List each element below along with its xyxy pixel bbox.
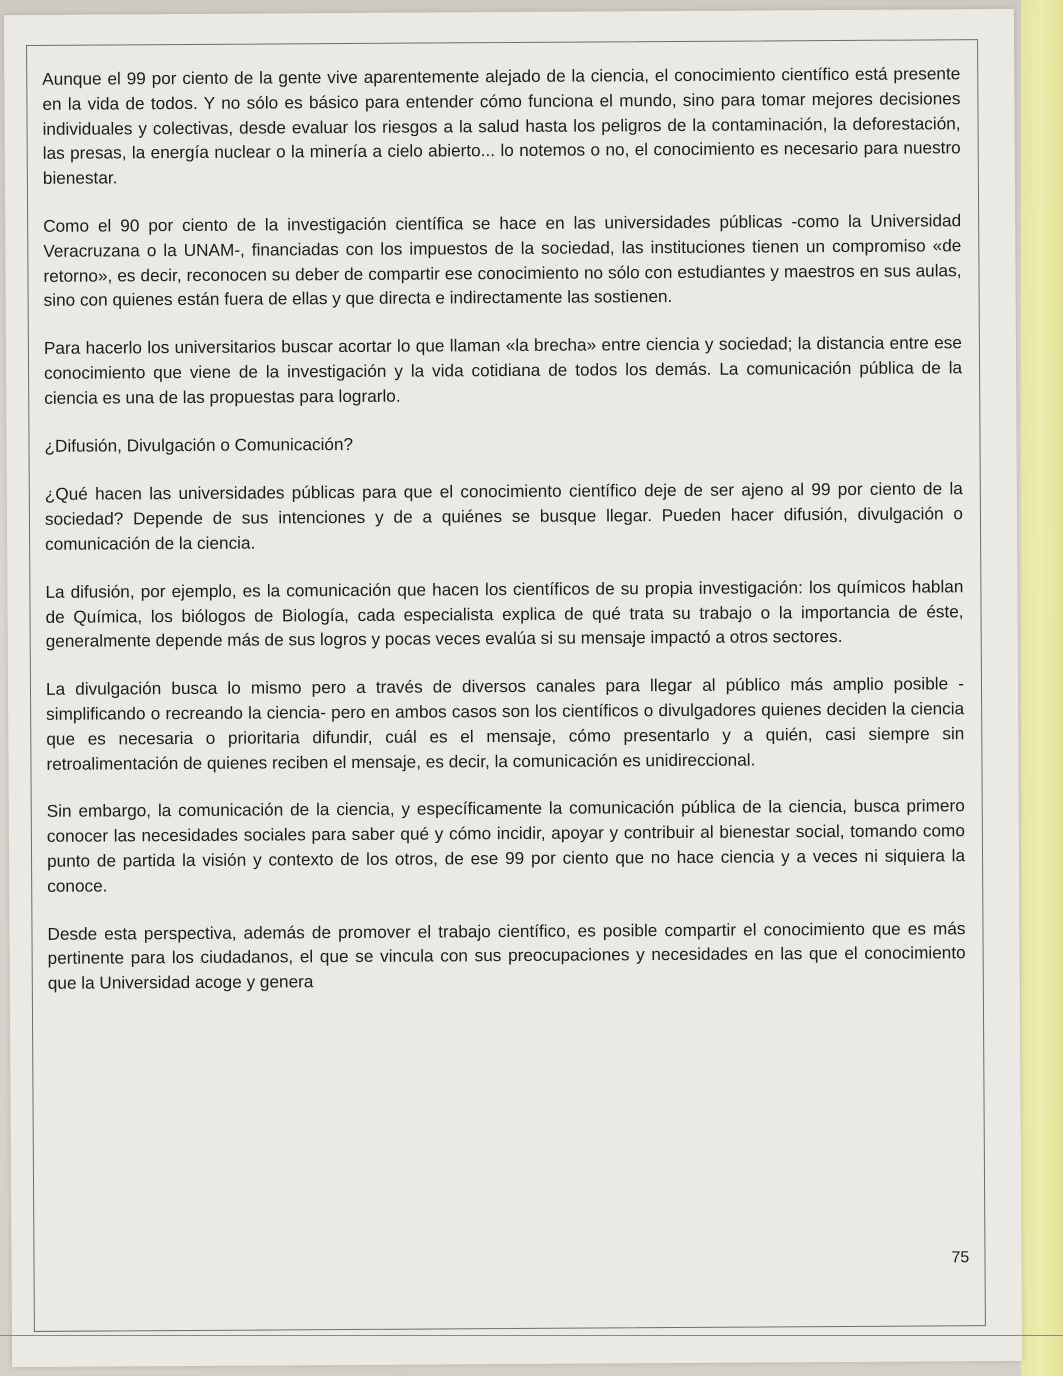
- paragraph-3: Para hacerlo los universitarios buscar acortar lo que llaman «la brecha» entre ciencia y sociedad; la distancia entre ese conocimiento que viene de la investigación y la vida cotidiana de todos los demás. La comunicación pública de la ciencia es una de las propuestas para lograrlo.: [43, 332, 963, 408]
- body-text: [42, 61, 966, 1018]
- paragraph-8: Desde esta perspectiva, además de promover el trabajo científico, es posible compartir el conocimiento que es más pertinente para los ciudadanos, el que se vincula con sus preocupaciones y necesidades en las que el conocimiento que la Universidad acoge y genera: [47, 917, 966, 993]
- paragraph-1: Aunque el 99 por ciento de la gente vive aparentemente alejado de la ciencia, el conocimiento científico está presente en la vida de todos. Y no sólo es básico para entender cómo funciona el mundo, sino para tomar mejores decisiones individuales y colectivas, desde evaluar los riesgos a la salud hasta los peligros de la contaminación, la deforestación, las presas, la energía nuclear o la minería a cielo abierto... lo notemos o no, el conocimiento es necesario para nuestro bienestar.: [42, 63, 961, 189]
- paragraph-7: Sin embargo, la comunicación de la ciencia, y específicamente la comunicación pública de la ciencia, busca primero conocer las necesidades sociales para saber qué y cómo incidir, apoyar y contribuir al bienestar social, tomando como punto de partida la visión y contexto de los otros, de ese 99 por ciento que no hace ciencia y a veces ni siquiera la conoce.: [46, 795, 966, 896]
- yellow-folder-edge: [1021, 0, 1063, 1376]
- paragraph-4: ¿Qué hacen las universidades públicas para que el conocimiento científico deje de ser ajeno al 99 por ciento de la sociedad? Depende de sus intenciones y de a quiénes se busque llegar. Pueden hacer difusión, divulgación o comunicación de la ciencia.: [44, 478, 964, 554]
- section-heading: ¿Difusión, Divulgación o Comunicación?: [44, 433, 354, 456]
- page-number: 75: [951, 1249, 970, 1267]
- paragraph-5: La difusión, por ejemplo, es la comunicación que hacen los científicos de su propia investigación: los químicos hablan de Química, los biólogos de Biología, cada especialista explica de qué trata su trabajo o la importancia de éste, generalmente depende más de sus logros y pocas veces evalúa si su mensaje impactó a otros sectores.: [45, 575, 964, 652]
- paragraph-2: Como el 90 por ciento de la investigación científica se hace en las universidades públicas -como la Universidad Veracruzana o la UNAM-, financiadas con los impuestos de la sociedad, las instituciones tienen un compromiso «de retorno», es decir, reconocen su deber de compartir ese conocimiento no sólo con estudiantes y maestros en sus aulas, sino con quienes están fuera de ellas y que directa e indirectamente las sostienen.: [43, 210, 962, 311]
- paragraph-6: La divulgación busca lo mismo pero a través de diversos canales para llegar al público más amplio posible -simplificando o recreando la ciencia- pero en ambos casos son los científicos o divulgadores quienes deciden la ciencia que es necesaria o prioritaria difundir, cuál es el mensaje, cómo presentarlo y a quién, casi siempre sin retroalimentación de quienes reciben el mensaje, es decir, la comunicación es unidireccional.: [45, 673, 965, 774]
- table-edge-line: [0, 1335, 1063, 1336]
- document-page: [4, 9, 1022, 1367]
